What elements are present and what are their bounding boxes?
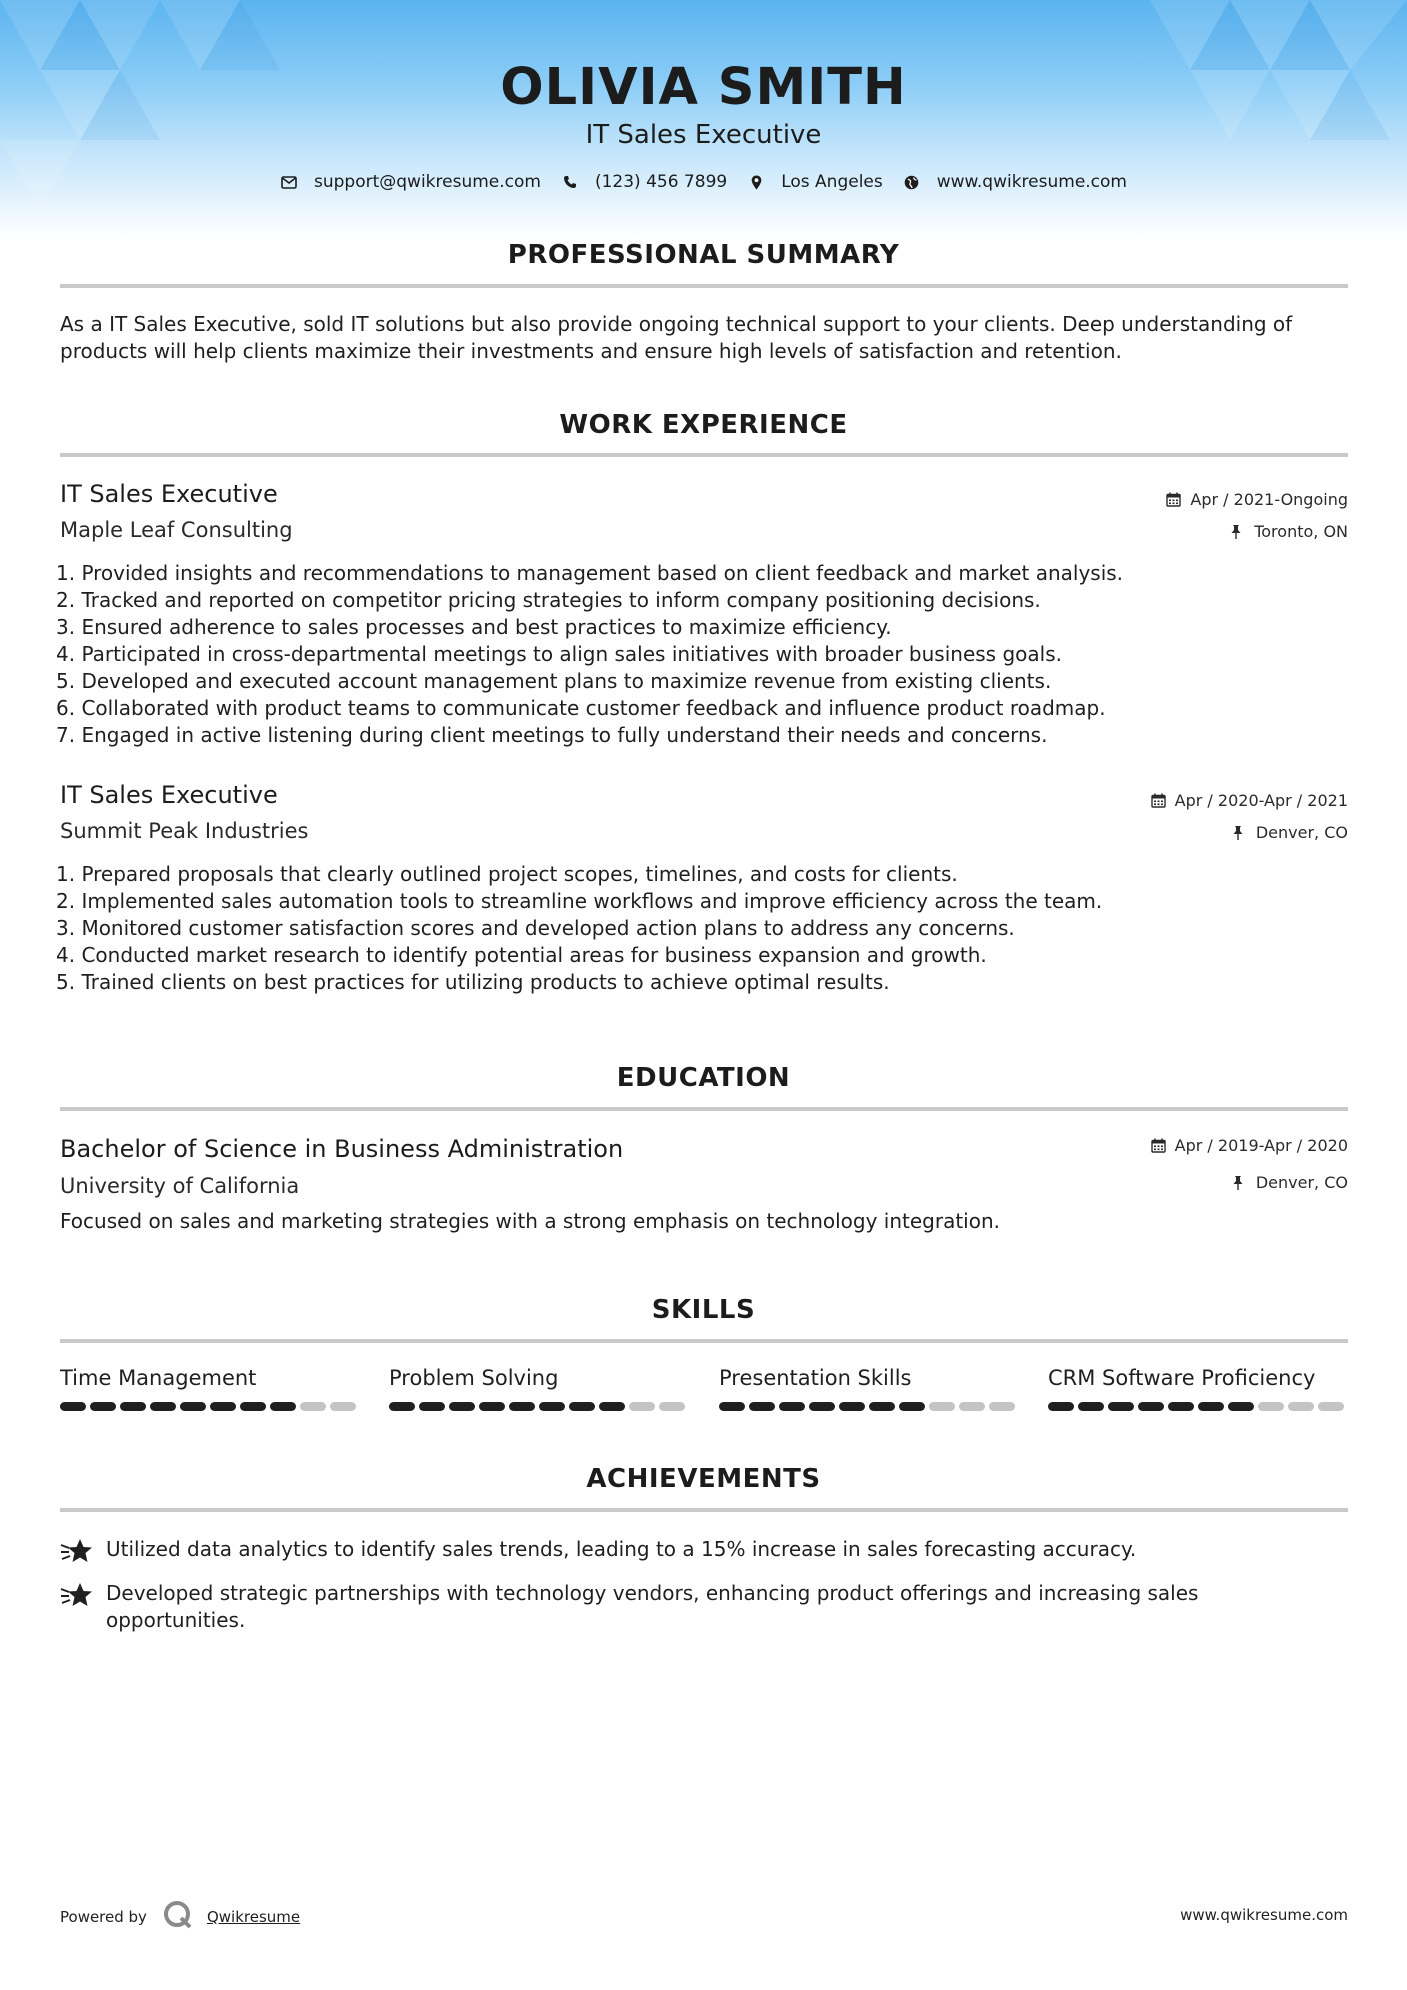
job-location: [1232, 823, 1348, 842]
location-text: Los Angeles: [781, 172, 883, 192]
contact-email[interactable]: [280, 172, 541, 192]
section-divider: [60, 1107, 1348, 1111]
skill-segment: [989, 1402, 1015, 1411]
job-responsibilities: [56, 560, 1346, 749]
location-text: Denver, CO: [1255, 1173, 1348, 1192]
job-dates: [1166, 490, 1348, 509]
contact-bar: [0, 172, 1407, 192]
skill-segment: [899, 1402, 925, 1411]
skill-segment: [300, 1402, 326, 1411]
skill-segment: [629, 1402, 655, 1411]
skill-segment: [1048, 1402, 1074, 1411]
company-name: Summit Peak Industries: [60, 819, 309, 843]
shooting-star-icon: [60, 1580, 94, 1610]
list-item: 2. Implemented sales automation tools to streamline workflows and improve efficiency across the team.: [56, 889, 1103, 913]
summary-heading: PROFESSIONAL SUMMARY: [507, 240, 900, 270]
skill-segment: [1228, 1402, 1254, 1411]
skill-segment: [1318, 1402, 1344, 1411]
summary-line-2: products will help clients maximize their investments and ensure high levels of satisfaction and retention.: [60, 339, 1122, 363]
skill-segment: [90, 1402, 116, 1411]
skill-segment: [599, 1402, 625, 1411]
skill-segment: [929, 1402, 955, 1411]
experience-heading: WORK EXPERIENCE: [559, 410, 848, 440]
achievement-text: Utilized data analytics to identify sales trends, leading to a 15% increase in sales forecasting accuracy.: [106, 1537, 1137, 1561]
calendar-icon: [1151, 1138, 1167, 1154]
achievement-item: [60, 1580, 1348, 1634]
list-item: 4. Conducted market research to identify potential areas for business expansion and growth.: [56, 943, 987, 967]
list-item: 5. Trained clients on best practices for utilizing products to achieve optimal results.: [56, 970, 890, 994]
pushpin-icon: [1230, 524, 1246, 540]
list-item: 1. Provided insights and recommendations to management based on client feedback and market analysis.: [56, 561, 1124, 585]
education-dates: [1151, 1136, 1348, 1155]
degree-title: Bachelor of Science in Business Administration: [60, 1135, 624, 1163]
section-divider: [60, 1339, 1348, 1343]
skill-label: Time Management: [60, 1366, 257, 1390]
contact-website[interactable]: [903, 172, 1127, 192]
education-heading: EDUCATION: [616, 1063, 791, 1093]
skill-segment: [809, 1402, 835, 1411]
skill-segment: [419, 1402, 445, 1411]
shooting-star-icon: [60, 1536, 94, 1566]
list-item: 2. Tracked and reported on competitor pricing strategies to inform company positioning decisions.: [56, 588, 1041, 612]
phone-text: (123) 456 7899: [594, 172, 728, 192]
skill-segment: [270, 1402, 296, 1411]
pushpin-icon: [1232, 825, 1248, 841]
skill-segment: [569, 1402, 595, 1411]
skill-segment: [539, 1402, 565, 1411]
list-item: 1. Prepared proposals that clearly outlined project scopes, timelines, and costs for clients.: [56, 862, 958, 886]
globe-icon: [903, 173, 921, 191]
qwikresume-logo-icon: [163, 1900, 193, 1934]
date-range: Apr / 2019-Apr / 2020: [1174, 1136, 1348, 1155]
job-title: IT Sales Executive: [60, 480, 278, 508]
footer-branding: [60, 1900, 300, 1934]
skill-segment: [479, 1402, 505, 1411]
education-location: [1232, 1173, 1348, 1192]
candidate-name: OLIVIA SMITH: [500, 58, 907, 117]
skill-segment: [150, 1402, 176, 1411]
location-text: Toronto, ON: [1254, 522, 1348, 541]
phone-icon: [561, 173, 579, 191]
achievement-item: [60, 1536, 1348, 1566]
job-dates: [1151, 791, 1348, 810]
skills-heading: SKILLS: [651, 1295, 756, 1325]
email-text: support@qwikresume.com: [314, 172, 541, 192]
candidate-role: IT Sales Executive: [585, 120, 822, 150]
section-divider: [60, 284, 1348, 288]
skill-item: [719, 1366, 1019, 1411]
achievement-text: Developed strategic partnerships with technology vendors, enhancing product offerings and increasing sales: [106, 1581, 1199, 1605]
job-responsibilities: [56, 861, 1346, 996]
list-item: 3. Ensured adherence to sales processes and best practices to maximize efficiency.: [56, 615, 892, 639]
skill-label: Presentation Skills: [719, 1366, 912, 1390]
skill-label: CRM Software Proficiency: [1048, 1366, 1316, 1390]
skill-level-bar: [1048, 1402, 1348, 1411]
skill-segment: [120, 1402, 146, 1411]
skill-segment: [779, 1402, 805, 1411]
contact-phone[interactable]: [561, 172, 727, 192]
skill-segment: [449, 1402, 475, 1411]
skill-label: Problem Solving: [389, 1366, 559, 1390]
skill-segment: [330, 1402, 356, 1411]
section-divider: [60, 453, 1348, 457]
skill-item: [60, 1366, 360, 1411]
date-range: Apr / 2020-Apr / 2021: [1174, 791, 1348, 810]
contact-location: [747, 172, 883, 192]
skill-segment: [509, 1402, 535, 1411]
skill-segment: [389, 1402, 415, 1411]
footer-website[interactable]: www.qwikresume.com: [1180, 1906, 1348, 1924]
calendar-icon: [1166, 492, 1182, 508]
skill-segment: [240, 1402, 266, 1411]
achievements-heading: ACHIEVEMENTS: [586, 1464, 821, 1494]
list-item: 3. Monitored customer satisfaction scores and developed action plans to address any concerns.: [56, 916, 1015, 940]
skill-segment: [1078, 1402, 1104, 1411]
skill-segment: [210, 1402, 236, 1411]
date-range: Apr / 2021-Ongoing: [1190, 490, 1348, 509]
skill-segment: [180, 1402, 206, 1411]
skill-segment: [1168, 1402, 1194, 1411]
school-name: University of California: [60, 1174, 300, 1198]
skill-segment: [839, 1402, 865, 1411]
company-name: Maple Leaf Consulting: [60, 518, 293, 542]
list-item: 5. Developed and executed account management plans to maximize revenue from existing clients.: [56, 669, 1052, 693]
location-text: Denver, CO: [1255, 823, 1348, 842]
skill-item: [1048, 1366, 1348, 1411]
envelope-icon: [280, 173, 298, 191]
list-item: 6. Collaborated with product teams to communicate customer feedback and influence product roadmap.: [56, 696, 1106, 720]
qwikresume-link[interactable]: Qwikresume: [206, 1908, 301, 1926]
skill-segment: [719, 1402, 745, 1411]
list-item: 4. Participated in cross-departmental meetings to align sales initiatives with broader business goals.: [56, 642, 1062, 666]
list-item: 7. Engaged in active listening during client meetings to fully understand their needs and concerns.: [56, 723, 1048, 747]
skill-level-bar: [389, 1402, 689, 1411]
job-title: IT Sales Executive: [60, 781, 278, 809]
skill-segment: [869, 1402, 895, 1411]
skill-level-bar: [719, 1402, 1019, 1411]
skill-item: [389, 1366, 689, 1411]
skill-segment: [1198, 1402, 1224, 1411]
skill-segment: [749, 1402, 775, 1411]
map-pin-icon: [747, 173, 765, 191]
skill-segment: [659, 1402, 685, 1411]
powered-by-label: Powered by: [60, 1908, 147, 1926]
skill-segment: [959, 1402, 985, 1411]
summary-line-1: As a IT Sales Executive, sold IT solutions but also provide ongoing technical support to your clients. Deep understanding of: [60, 312, 1293, 336]
website-text: www.qwikresume.com: [936, 172, 1127, 192]
section-divider: [60, 1508, 1348, 1512]
job-location: [1230, 522, 1348, 541]
achievement-text-continued: opportunities.: [106, 1608, 246, 1632]
skill-segment: [1108, 1402, 1134, 1411]
education-description: Focused on sales and marketing strategies with a strong emphasis on technology integration.: [60, 1209, 1001, 1233]
skill-segment: [60, 1402, 86, 1411]
skill-level-bar: [60, 1402, 360, 1411]
skill-segment: [1258, 1402, 1284, 1411]
skill-segment: [1138, 1402, 1164, 1411]
pushpin-icon: [1232, 1175, 1248, 1191]
skill-segment: [1288, 1402, 1314, 1411]
calendar-icon: [1151, 793, 1167, 809]
